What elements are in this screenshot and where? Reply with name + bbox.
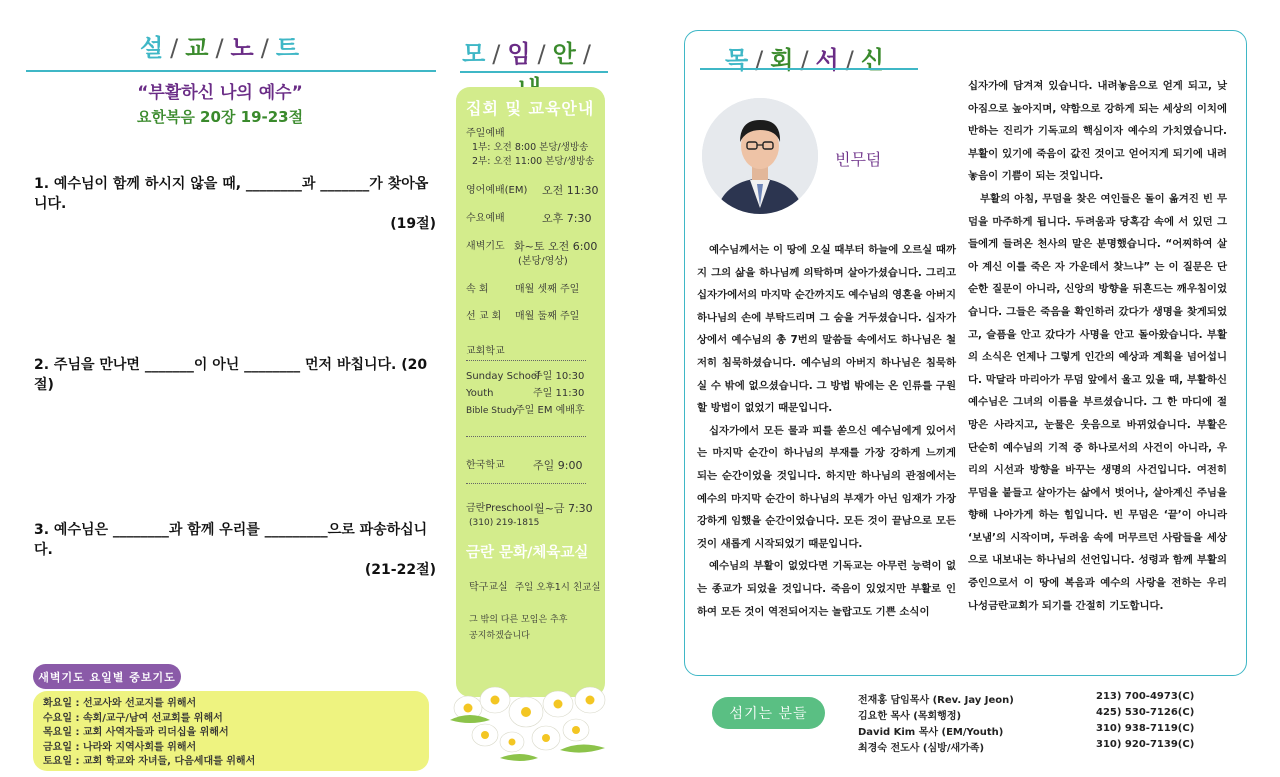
pingpong-value: 주일 오후1시 친교실 [515,582,601,593]
letter-paragraph: 부활의 아침, 무덤을 찾은 여인들은 돌이 옮겨진 빈 무덤을 마주하게 됩니다. 두려움과 당혹감 속에 서 있던 그들에게 들려온 천사의 말은 분명했습니다. “어찌하여 살아 계신 이를 죽은 자 가운데서 찾느냐” 는 이 질문은 단순한 질문이 아니라, 신앙의 방향을 뒤흔드는 깨우침이었습니다. 그들은 죽음을 확인하러 갔다가 생명을 찾게되었고, 슬픔을 안고 갔다가 사명을 안고 돌아왔습니다. 부활의 소식은 언제나 그렇게 인간의 예상과 계획을 넘어섭니다. 막달라 마리아가 무덤 앞에서 울고 있을 때, 부활하신 예수님은 그녀의 이름을 부르셨습니다. 그 한 마디에 절망은 사라지고, 눈물은 웃음으로 바뀌었습니다. 부활은 단순히 예수님의 기적 중 하나로서의 사건이 아니라, 우리의 시선과 방향을 바꾸는 생명의 사건입니다. 여전히 무덤을 붙들고 살아가는 삶에서 벗어나, 살아계신 주님을 향해 나아가게 하는 힘입니다. 빈 무덤은 ‘끝’이 아니라 ‘보냄’의 시작이며, 두려움 속에 머무르던 사람들을 세상으로 내보내는 하나님의 선언입니다. 성령과 함께 부활의 증인으로서 이 땅에 복음과 예수의 사랑을 전하는 우리 나성금란교회가 되기를 간절히 기도합니다. [968,192,1227,612]
meeting-label: 속 회 [466,284,489,295]
sunday-service-label: 주일예배 [466,128,505,139]
school-label: Youth [466,388,494,399]
daisy-flower-icon [450,687,605,761]
staff-name: 김요한 목사 (목회행정) [858,711,962,722]
heading-separator: / [260,34,270,62]
pastor-photo [702,98,818,214]
heading-separator: / [215,34,225,62]
sermon-notes-heading [0,28,440,63]
korean-school-value: 주일 9:00 [533,459,583,472]
preschool-value: 월~금 7:30 [534,502,593,515]
church-school-label: 교회학교 [466,346,505,357]
question-text: 3. 예수님은 ________과 함께 우리를 _________으로 파송하십니다. [34,522,428,558]
staff-phone: 425) 530-7126(C) [1096,707,1195,718]
staff-label-badge: 섬기는 분들 [712,697,825,729]
sermon-question-3 [34,520,436,580]
sermon-question-2 [34,355,436,395]
prayer-schedule-title: 새벽기도 요일별 중보기도 [33,664,181,689]
meeting-value: 오전 11:30 [542,184,599,197]
korean-school-label: 한국학교 [466,460,505,471]
meeting-value: 오후 7:30 [542,212,592,225]
meeting-label: 수요예배 [466,213,505,224]
prayer-item: 수요일 : 속회/교구/남여 선교회를 위해서 [43,712,223,724]
heading-separator: / [582,40,592,68]
meetings-note: 공지하겠습니다 [469,631,530,641]
heading-letter: 신 [860,46,886,74]
sunday-service-2: 2부: 오전 11:00 본당/생방송 [472,156,595,167]
pastor-letter-divider [700,68,918,70]
sunday-service-1: 1부: 오전 8:00 본당/생방송 [472,142,589,153]
meetings-section-title: 집회 및 교육안내 [466,99,595,118]
staff-row [858,723,1195,738]
staff-phone: 310) 938-7119(C) [1096,723,1195,734]
prayer-item: 목요일 : 교회 사역자들과 리더십을 위해서 [43,727,229,738]
staff-name: David Kim 목사 (EM/Youth) [858,727,1004,738]
heading-separator: / [800,46,810,74]
meeting-value: 매월 셋째 주일 [515,284,580,295]
heading-letter: 트 [275,34,301,62]
pastor-letter-left-column [697,239,956,623]
culture-sports-title: 금란 문화/체육교실 [466,545,589,561]
question-text: 1. 예수님이 함께 하시지 않을 때, ________과 _______가 찾아옵니다. [34,176,429,212]
dotted-divider [466,483,586,484]
dotted-divider [466,360,586,361]
heading-letter: 회 [770,46,795,74]
dotted-divider [466,436,586,437]
question-reference: (19절) [390,216,436,232]
preschool-label: 금란Preschool [466,503,534,514]
meeting-value: (본당/영상) [518,256,568,267]
question-text: 2. 주님을 만나면 _______이 아닌 ________ 먼저 바칩니다. (20절) [34,357,428,393]
sermon-question-1 [34,174,436,234]
prayer-schedule-list [33,691,429,771]
staff-row [858,691,1195,706]
staff-row [858,707,1195,722]
preschool-phone: (310) 219-1815 [469,518,540,528]
heading-letter: 목 [724,46,750,74]
letter-paragraph: 예수님께서는 이 땅에 오실 때부터 하늘에 오르실 때까지 그의 삶을 하나님께 의탁하며 살아가셨습니다. 그리고 십자가에서의 마지막 순간까지도 예수님의 영혼을 아버지 하나님의 손에 부탁드리며 그 숨을 거두셨습니다. 십자가 상에서 예수님의 총 7번의 말씀들 속에서도 하나님은 철저히 침묵하셨습니다. 예수님의 아버지 하나님은 침묵하실 수 밖에 없으셨습니다. 그 방법 밖에는 온 인류를 구원할 방법이 없었기 때문입니다. [697,244,956,415]
meeting-label: 영어예배(EM) [466,185,528,196]
heading-separator: / [755,46,765,74]
heading-letter: 임 [507,40,532,68]
meetings-heading-divider [460,71,608,73]
heading-letter: 안 [552,40,577,68]
heading-separator: / [170,34,180,62]
pastor-letter-right-column [968,75,1227,617]
sermon-title: “부활하신 나의 예수” [137,83,303,103]
heading-letter: 노 [230,34,255,62]
letter-paragraph: 십자가에 담겨져 있습니다. 내려놓음으로 얻게 되고, 낮아짐으로 높아지며, 약함으로 강하게 되는 세상의 이치에 반하는 진리가 기독교의 핵심이자 예수의 가치였습니다. 부활이 있기에 죽음이 값진 것이고 얻어지게 되기에 내려놓음이 기쁨이 되는 것입니다. [968,80,1227,183]
heading-letter: 설 [139,34,165,62]
prayer-item: 금요일 : 나라와 지역사회를 위해서 [43,741,197,753]
school-value: 주일 11:30 [533,388,585,399]
heading-letter: 서 [815,46,840,74]
sermon-scripture: 요한복음 20장 19-23절 [136,108,304,126]
heading-letter: 모 [462,40,487,68]
person-portrait-icon [702,98,818,214]
school-label: Sunday School [466,371,540,382]
sermon-heading-divider [26,70,436,72]
prayer-item: 토요일 : 교회 학교와 자녀들, 다음세대를 위해서 [43,756,256,767]
school-value: 주일 EM 예배후 [515,405,585,416]
meeting-label: 선 교 회 [466,311,502,322]
staff-row [858,739,1195,754]
staff-name: 최경숙 전도사 (심방/새가족) [858,743,985,754]
meeting-value: 매월 둘째 주일 [515,311,580,322]
meeting-label: 새벽기도 [466,241,505,252]
school-value: 주일 10:30 [533,371,585,382]
heading-letter: 교 [185,34,210,62]
letter-paragraph: 십자가에서 모든 물과 피를 쏟으신 예수님에게 있어서는 마지막 순간이 하나님의 부재를 가장 강하게 느끼게 되는 순간이었을 것입니다. 하지만 하나님의 관점에서는 예수의 마지막 순간이 하나님의 부재가 아닌 임재가 가장 강하게 임했을 순간이었습니다. 모든 것이 끝남으로 모든 것이 새롭게 시작되었기 때문입니다. [697,424,956,550]
heading-separator: / [492,40,502,68]
heading-separator: / [845,46,855,74]
school-label: Bible Study [466,406,518,416]
pastor-letter-subtitle: 빈무덤 [835,150,882,169]
staff-phone: 310) 920-7139(C) [1096,739,1195,750]
letter-paragraph: 예수님의 부활이 없었다면 기독교는 아무런 능력이 없는 종교가 되었을 것입니다. 죽음이 있었지만 부활로 인하여 모든 것이 역전되어지는 놀랍고도 기쁜 소식이 [697,560,956,618]
prayer-item: 화요일 : 선교사와 선교지를 위해서 [43,698,197,709]
staff-phone: 213) 700-4973(C) [1096,691,1195,702]
daisy-decoration [440,680,620,770]
staff-name: 전재홍 담임목사 (Rev. Jay Jeon) [858,695,1014,706]
meetings-note: 그 밖의 다른 모임은 추후 [469,615,568,625]
pingpong-label: 탁구교실 [469,582,508,593]
meeting-value: 화~토 오전 6:00 [514,240,598,253]
question-reference: (21-22절) [364,562,436,578]
heading-separator: / [537,40,547,68]
